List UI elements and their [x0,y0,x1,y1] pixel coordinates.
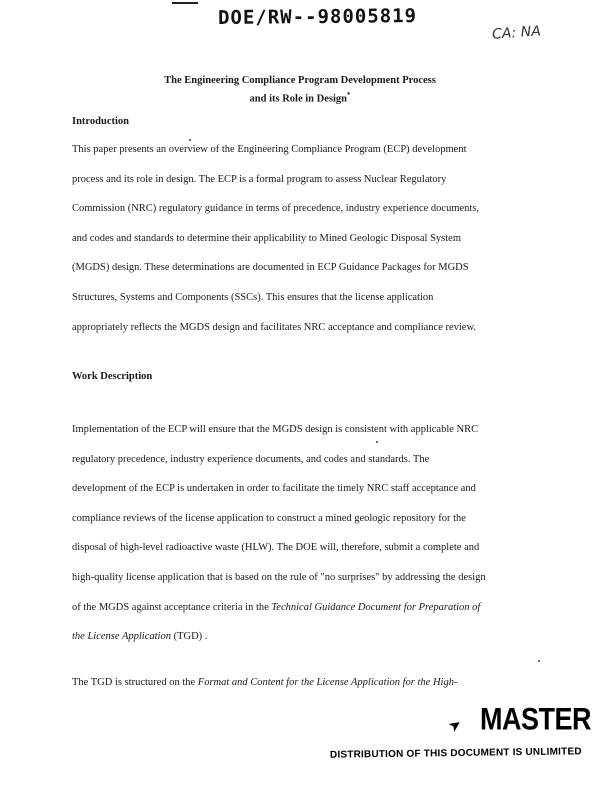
tgd-paragraph [72,677,542,707]
line-text: of the MGDS against acceptance criteria in the [72,601,269,613]
paragraph-line: Commission (NRC) regulatory guidance in terms of precedence, industry experience documents, [72,203,480,215]
handwritten-note: CA: NA [491,23,542,43]
title-line-1: The Engineering Compliance Program Development Process [164,75,436,86]
work-description-paragraph [72,424,542,661]
title-line-2 [0,88,600,107]
master-stamp: MASTER [480,701,591,737]
paragraph-line: Structures, Systems and Components (SSCs). This ensures that the license application [72,291,434,303]
paragraph-line: process and its role in design. The ECP is a formal program to assess Nuclear Regulatory [72,173,447,185]
handwritten-arrow-mark: ➤ [445,715,466,737]
work-description-heading: Work Description [72,371,153,382]
top-scan-mark [172,2,198,4]
introduction-paragraph [72,144,542,351]
paragraph-line [72,631,542,661]
paragraph-line: Implementation of the ECP will ensure that the MGDS design is consistent with applicable NRC [72,424,479,435]
italic-document-title: Format and Content for the License Application for the High- [197,677,458,688]
scan-speck [538,660,540,662]
scan-speck [189,139,191,141]
paragraph-line: compliance reviews of the license application to construct a mined geologic repository for the [72,512,466,524]
scan-speck [376,441,378,443]
paragraph-line: appropriately reflects the MGDS design and facilitates NRC acceptance and compliance review. [72,321,476,333]
distribution-stamp: DISTRIBUTION OF THIS DOCUMENT IS UNLIMITED [329,746,582,761]
title-line-2-text: and its Role in Design [249,93,347,105]
paragraph-line: (MGDS) design. These determinations are documented in ECP Guidance Packages for MGDS [72,262,469,274]
paper-title [0,74,600,107]
paragraph-line: This paper presents an overview of the Engineering Compliance Program (ECP) development [72,144,467,155]
introduction-heading: Introduction [72,116,129,127]
document-id-stamp: DOE/RW--98005819 [217,4,418,30]
italic-document-title: the License Application [72,631,171,643]
line-text: (TGD) . [170,631,208,643]
line-text: The TGD is structured on the [72,677,198,688]
paragraph-line: high-quality license application that is based on the rule of "no surprises" by addressing the design [72,571,486,583]
paragraph-line: development of the ECP is undertaken in order to facilitate the timely NRC staff acceptance and [72,483,476,495]
paragraph-line [72,602,542,632]
italic-document-title: Technical Guidance Document for Preparation of [271,601,481,613]
paragraph-line [72,677,542,707]
paragraph-line: and codes and standards to determine their applicability to Mined Geologic Disposal System [72,232,461,244]
paragraph-line: regulatory precedence, industry experience documents, and codes and standards. The [72,453,430,465]
paragraph-line: disposal of high-level radioactive waste (HLW). The DOE will, therefore, submit a complete and [72,542,480,554]
title-footnote-mark: * [346,91,351,99]
